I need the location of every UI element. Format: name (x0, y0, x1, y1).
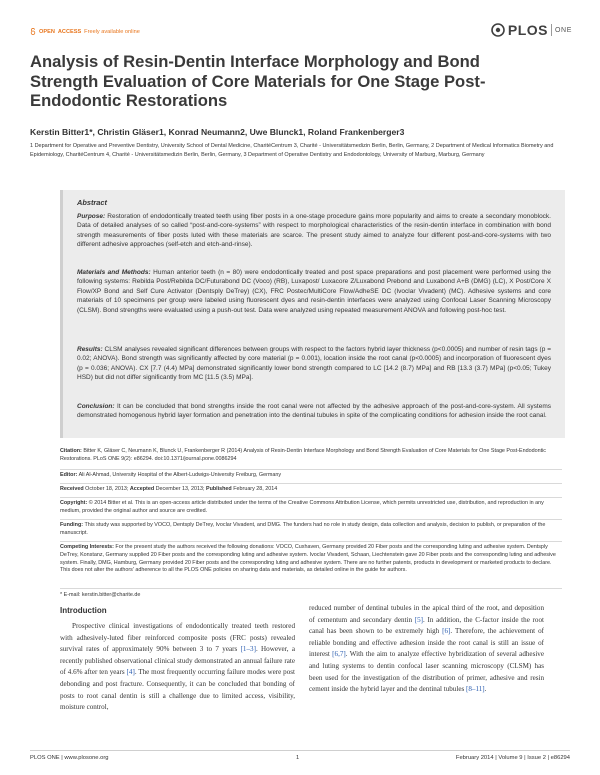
reference-link[interactable]: [6] (442, 627, 451, 636)
open-access-badge (30, 28, 140, 35)
page-number: 1 (296, 755, 300, 761)
competing-label: Competing Interests: (60, 544, 114, 550)
footer-issue-info: February 2014 | Volume 9 | Issue 2 | e86294 (455, 755, 570, 761)
meta-divider (60, 519, 562, 520)
abstract-conclusion (77, 402, 551, 421)
editor-text: Ali Al-Ahmad, University Hospital of the Albert-Ludwigs-University Freiburg, Germany (77, 472, 282, 478)
received-date: October 18, 2013; (83, 486, 130, 492)
intro-text: . With the aim to analyze effective hybridization of several adhesive and luting systems to dentin confocal laser scanning microscopy (CLSM) has been used for the investigation of the distribution of primer, adhesive and resin cement inside the hybrid layer and the dentinal tubules (309, 650, 544, 694)
competing-text: For the present study the authors received the following donations: VOCO, Cuxhaven, Germany provided 20 Fiber posts and the corresponding luting and adhesive system. Dentsply DeTrey, Konstanz, Germany supplied 20 Fiber posts and the corresponding luting and adhesive system. Ivoclar Vivadent, Schaan, Liechtenstein gave 20 Fiber posts and the corresponding luting and adhesive system. Finally, DMG, Hamburg, Germany provided 20 Fiber posts and the corresponding luting and adhesive system. There are no further patents, products in development or marketed products to declare. This does not alter the authors' adherence to all the PLOS ONE policies on sharing data and materials, as detailed online in the guide for authors. (60, 544, 556, 574)
intro-text: . The most frequently occurring failure modes were post debonding and post fracture. Consequently, it can be concluded that bonding of posts to root canal dentin is still a challenge due to limited access, visibility, moisture control, (60, 668, 295, 712)
intro-text: . In addition, the C-factor inside the root canal has been shown to be extremely high (309, 615, 544, 636)
one-wordmark: ONE (555, 26, 572, 34)
accepted-label: Accepted (129, 486, 155, 492)
published-date: February 28, 2014 (231, 486, 278, 492)
reference-link[interactable]: [6,7] (332, 650, 346, 659)
methods-text: Human anterior teeth (n = 80) were endodontically treated and post space preparations and post placement were performed using the following systems: Rebilda Post/Rebilda DC/Futurabond DC (Voco) (RB), Luxapost/ Luxacore Z/Luxabond Prebond and Luxabond A+B (DMG) (LC), X Post/Core X Flow/XP Bond and Self Cure Activator (Dentsply DeTrey) (CX), FRC Postec/MultiCore Flow/AdheSE DC (Ivoclar Vivadent) (MC). Adhesive systems and core materials of 10 specimens per group were labeled using fluorescent dyes and resin-dentin interfaces were analyzed using Confocal Laser Scanning Microscopy (CLSM). Bond strengths were evaluated using a push-out test. Data were analyzed using repeated measurement ANOVA and following post-hoc test. (77, 269, 552, 314)
purpose-text: Restoration of endodontically treated teeth using fiber posts in a one-stage procedure gains more popularity and aims to create a secondary monoblock. Data of detailed analyses of so called “post-and-core-systems” with respect to morphological characteristics of the resin-dentin interface in combination with bond strength measurements of fiber posts luted with these materials are scarce. The present study aimed to analyze four different post-and-core-systems with two different adhesive approaches (self-etch and etch-and-rinse). (77, 213, 551, 249)
copyright (60, 500, 562, 516)
copyright-text: © 2014 Bitter et al. This is an open-access article distributed under the terms of the Creative Commons Attribution License, which permits unrestricted use, distribution, and reproduction in any medium, provided the original author and source are credited. (60, 500, 544, 514)
meta-divider (60, 469, 562, 470)
results-text: CLSM analyses revealed significant differences between groups with respect to the factors hybrid layer thickness (p<0.0005) and number of resin tags (p = 0.02; ANOVA). Bond strength was significantly affected by core material (p = 0.001), location inside the root canal (p<0.0005) and incorporation of fluorescent dyes (p = 0.036; ANOVA). CX [7.7 (4.4) MPa] demonstrated significantly lower bond strength compared to LC [14.2 (8.7) MPa] and RB [13.3 (3.7) MPa] (p<0.05; Tukey HSD) but did not differ significantly from MC [11.5 (3.5) MPa]. (77, 346, 551, 382)
dates (60, 486, 562, 494)
conclusion-label: Conclusion: (77, 403, 115, 410)
meta-divider (60, 483, 562, 484)
methods-label: Materials and Methods: (77, 269, 151, 276)
plos-wordmark: PLOS (507, 22, 549, 38)
conclusion-text: It can be concluded that bond strengths inside the root canal were not affected by the adhesive approach of the post-and-core-system. All systems demonstrated homogenous hybrid layer formation and penetration into the dentinal tubules in spite of the complicating conditions for adhesion inside the root canal. (77, 403, 551, 420)
citation-label: Citation: (60, 448, 82, 454)
funding-label: Funding: (60, 522, 84, 528)
open-access-lock-icon (30, 28, 36, 35)
abstract-purpose (77, 212, 551, 250)
abstract-results (77, 345, 551, 383)
abstract-methods (77, 268, 551, 315)
author-list: Kerstin Bitter1*, Christin Gläser1, Konrad Neumann2, Uwe Blunck1, Roland Frankenberger3 (30, 127, 405, 137)
access-label: ACCESS (57, 28, 82, 35)
editor-label: Editor: (60, 472, 78, 478)
footer-divider (30, 750, 570, 751)
plos-logo-icon (491, 23, 505, 37)
accepted-date: December 13, 2013; (154, 486, 206, 492)
abstract-heading: Abstract (77, 198, 107, 207)
intro-text: reduced number of dentinal tubules in the apical third of the root, and deposition of cementum and secondary dentin (309, 604, 544, 624)
corresponding-email[interactable]: * E-mail: kerstin.bitter@charite.de (60, 592, 141, 598)
reference-link[interactable]: [5] (414, 615, 423, 624)
logo-divider (551, 24, 552, 36)
funding-text: This study was supported by VOCO, Dentsply DeTrey, Ivoclar Vivadent, and DMG. The funders had no role in study design, data collection and analysis, decision to publish, or preparation of the manuscript. (60, 522, 546, 536)
affiliations: 1 Department for Operative and Preventive Dentistry, University School of Dental Medicine, CharitéCentrum 3, Charité - Universitätsmedizin Berlin, Berlin, Germany, 2 Department of Medical Informatics Biometry and Epidemiology, CharitéCentrum 4, Charité - Universitätsmedizin Berlin, Berlin, Germany, 3 Department of Operative Dentistry and Endodontology, University of Marburg, Marburg, Germany (30, 143, 554, 158)
footer-journal-url[interactable]: PLOS ONE | www.plosone.org (30, 755, 109, 761)
intro-text: . However, a recently published observational clinical study demonstrated an annual failure rate of 4.6% after ten years (60, 645, 295, 677)
reference-link[interactable]: [4] (126, 668, 135, 677)
intro-left-column (60, 621, 295, 714)
received-label: Received (60, 486, 84, 492)
citation-text: Bitter K, Gläser C, Neumann K, Blunck U, Frankenberger R (2014) Analysis of Resin-Dentin Interface Morphology and Bond Strength Evaluation of Core Materials for One Stage Post-Endodontic Restorations. PLoS ONE 9(2): e86294. doi:10.1371/journal.pone.0086294 (60, 448, 546, 462)
copyright-label: Copyright: (60, 500, 88, 506)
freely-available-label: Freely available online (84, 28, 140, 35)
funding (60, 522, 562, 538)
competing-interests (60, 544, 562, 575)
open-label: OPEN (39, 28, 55, 35)
intro-text: . Therefore, the achievement of reliable bonding and effective adhesion inside the root canal is still an issue of interest (309, 627, 544, 659)
meta-divider (60, 541, 562, 542)
meta-divider (60, 497, 562, 498)
citation (60, 448, 562, 464)
intro-text: . (484, 685, 487, 694)
intro-text: Prospective clinical investigations of endodontically treated teeth restored with adhesively-luted fiber reinforced composite posts (FRC posts) revealed survival rates of approximately 90% between 3 to 7 years (60, 622, 295, 654)
published-label: Published (205, 486, 232, 492)
purpose-label: Purpose: (77, 213, 106, 220)
reference-link[interactable]: [8–11] (466, 685, 485, 694)
results-label: Results: (77, 346, 103, 353)
plos-one-logo (491, 22, 572, 38)
article-title: Analysis of Resin-Dentin Interface Morphology and Bond Strength Evaluation of Core Materials for One Stage Post-Endodontic Restorations (30, 52, 486, 110)
intro-right-column (309, 603, 544, 696)
introduction-heading: Introduction (60, 606, 107, 615)
reference-link[interactable]: [1–3] (240, 645, 256, 654)
abstract-box (60, 190, 565, 438)
editor (60, 472, 562, 480)
meta-divider (60, 588, 562, 589)
